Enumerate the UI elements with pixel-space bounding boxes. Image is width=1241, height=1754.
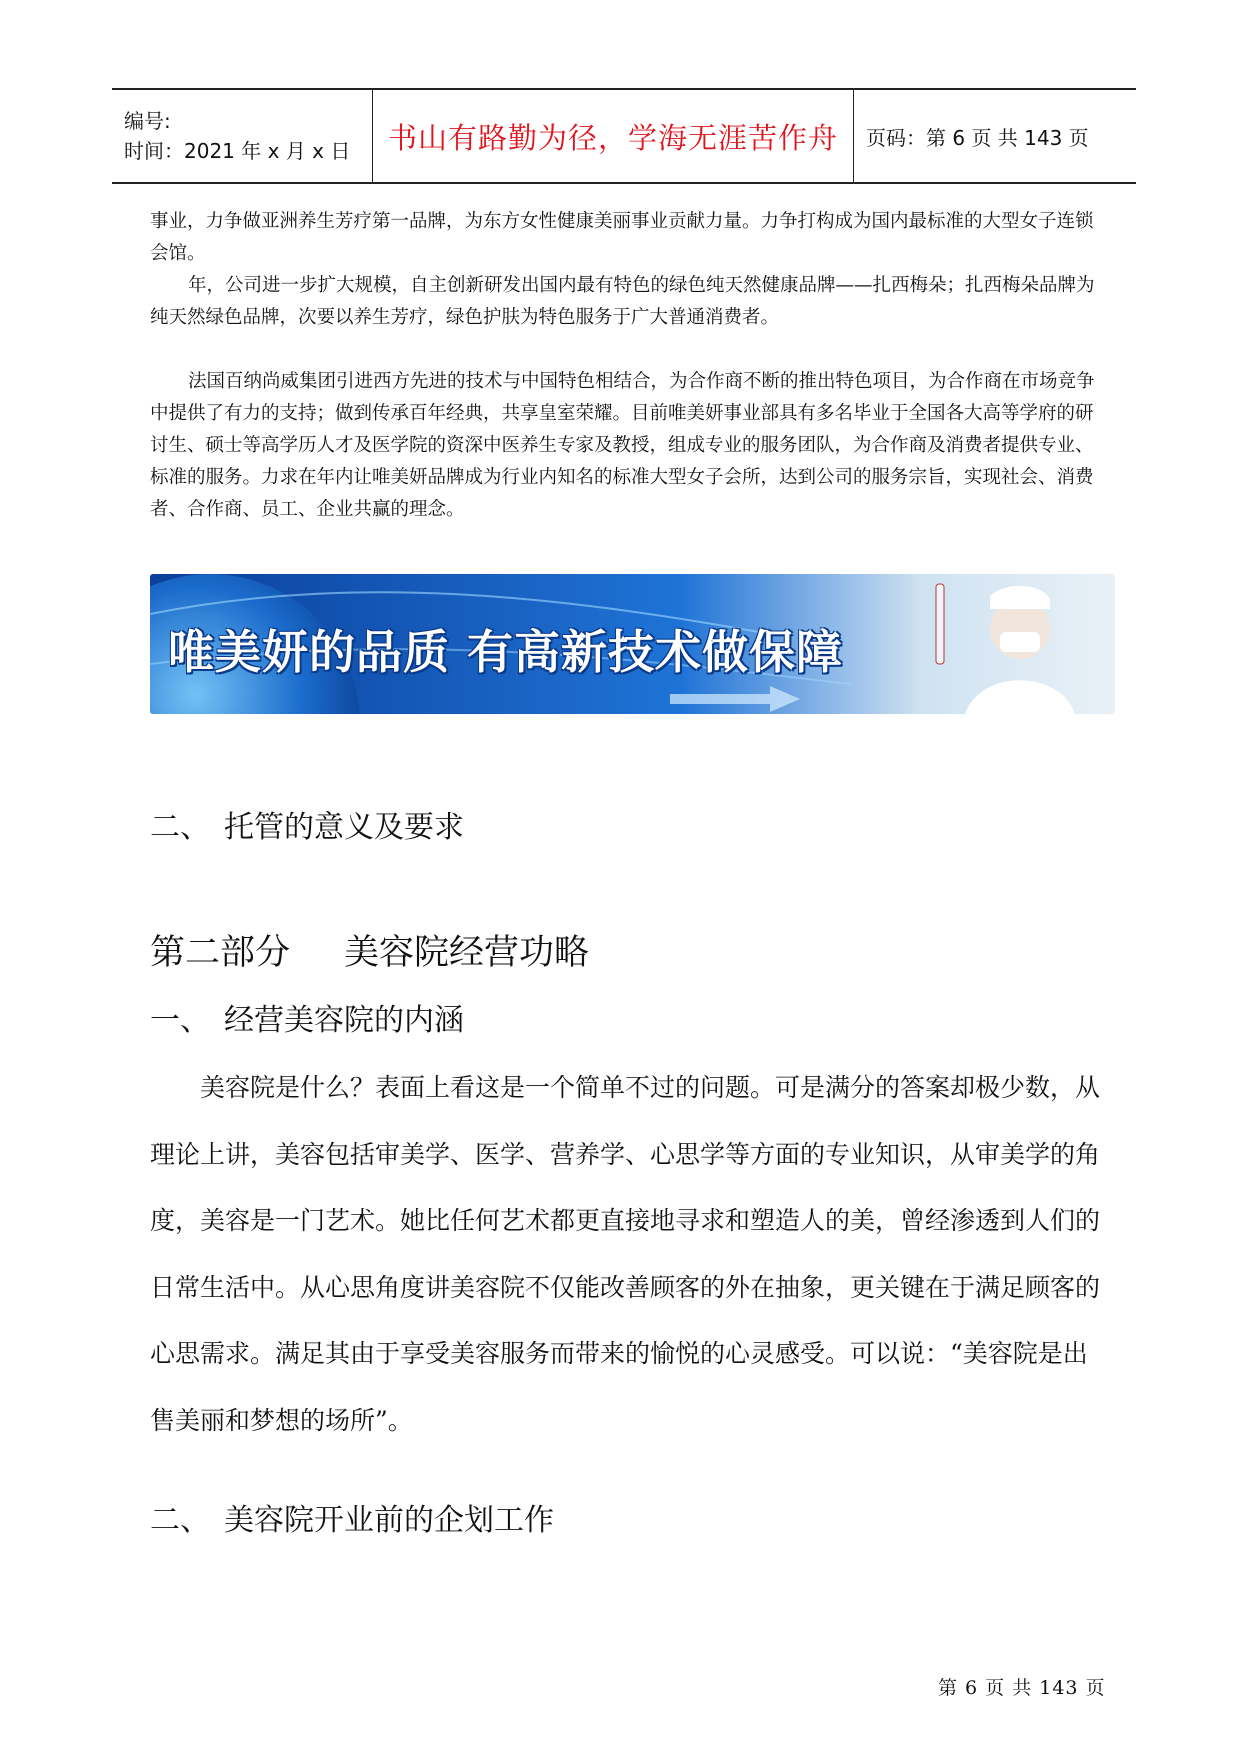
- quality-banner: [150, 574, 1115, 714]
- section-heading-hosting: [150, 802, 464, 846]
- page-footer: 第 6 页 共 143 页: [938, 1677, 1106, 1699]
- motto: 书山有路勤为径，学海无涯苦作舟: [387, 120, 838, 155]
- part-heading: [150, 925, 589, 975]
- section-number: 一、: [150, 1003, 210, 1038]
- header-page-cell: [854, 90, 1136, 182]
- section-title: 托管的意义及要求: [224, 810, 464, 845]
- part-title: 美容院经营功略: [344, 933, 590, 973]
- number-label: 编号:: [124, 109, 171, 133]
- paragraph-expansion: 年，公司进一步扩大规模，自主创新研发出国内最有特色的绿色纯天然健康品牌——扎西梅朵；扎西梅朵品牌为纯天然绿色品牌，次要以养生芳疗，绿色护肤为特色服务于广大普通消费者。: [150, 275, 1095, 328]
- section-heading-planning: [150, 1495, 554, 1539]
- section-title: 经营美容院的内涵: [224, 1003, 464, 1038]
- document-header: [112, 88, 1136, 184]
- page-info: 页码：第 6 页 共 143 页: [866, 125, 1089, 150]
- section-number: 二、: [150, 1503, 210, 1538]
- paragraph-intro: 事业，力争做亚洲养生芳疗第一品牌，为东方女性健康美丽事业贡献力量。力争打构成为国内最标准的大型女子连锁会馆。: [150, 211, 1094, 264]
- section-number: 二、: [150, 810, 210, 845]
- time-label: 时间：2021 年 x 月 x 日: [124, 139, 351, 163]
- section-title: 美容院开业前的企划工作: [224, 1503, 554, 1538]
- section-heading-connotation: [150, 995, 464, 1039]
- paragraph-group: 法国百纳尚威集团引进西方先进的技术与中国特色相结合，为合作商不断的推出特色项目，为合作商在市场竞争中提供了有力的支持；做到传承百年经典，共享皇室荣耀。目前唯美妍事业部具有多名毕业于全国各大高等学府的研讨生、硕士等高学历人才及医学院的资深中医养生专家及教授，组成专业的服务团队，为合作商及消费者提供专业、标准的服务。力求在年内让唯美妍品牌成为行业内知名的标准大型女子会所，达到公司的服务宗旨，实现社会、消费者、合作商、员工、企业共赢的理念。: [150, 371, 1095, 520]
- banner-slogan: 唯美妍的品质 有高新技术做保障: [168, 625, 844, 679]
- header-motto-cell: [372, 90, 854, 182]
- body-paragraph: 美容院是什么？表面上看这是一个简单不过的问题。可是满分的答案却极少数，从理论上讲，美容包括审美学、医学、营养学、心思学等方面的专业知识，从审美学的角度，美容是一门艺术。她比任何艺术都更直接地寻求和塑造人的美，曾经渗透到人们的日常生活中。从心思角度讲美容院不仅能改善顾客的外在抽象，更关键在于满足顾客的心思需求。满足其由于享受美容服务而带来的愉悦的心灵感受。可以说：“美容院是出售美丽和梦想的场所”。: [150, 1073, 1101, 1435]
- header-left-cell: [112, 90, 372, 182]
- part-label: 第二部分: [150, 933, 291, 973]
